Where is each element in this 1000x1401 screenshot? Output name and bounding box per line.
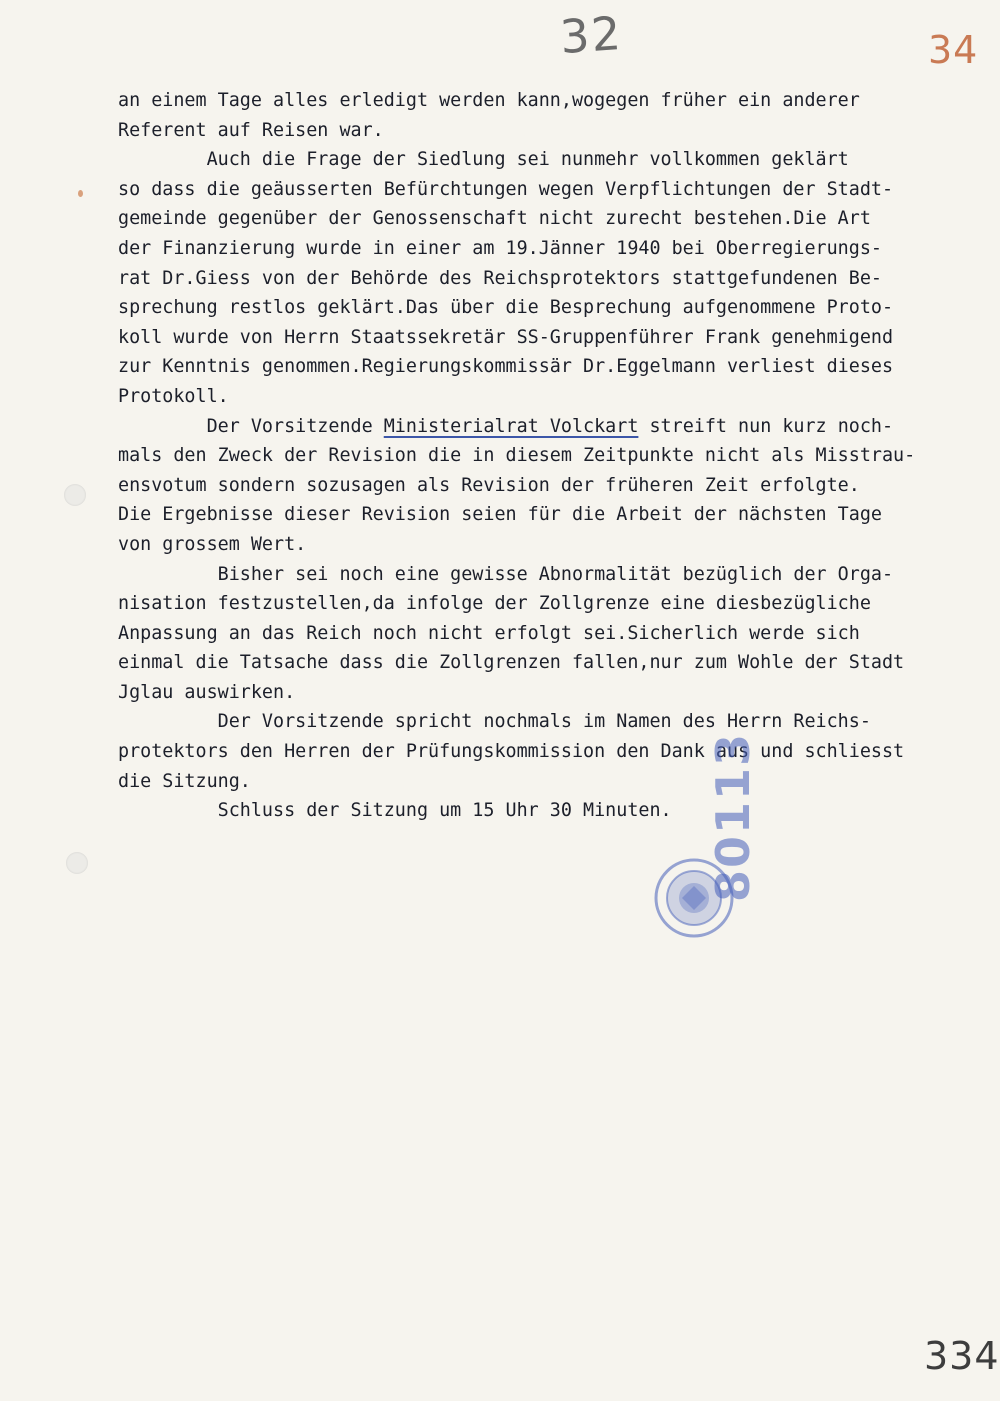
text-line [118,678,988,708]
text-segment: Protokoll. [118,385,229,407]
text-line [118,441,988,471]
text-segment: einmal die Tatsache dass die Zollgrenzen fallen,nur zum Wohle der Stadt [118,652,905,674]
text-segment: Bisher sei noch eine gewisse Abnormalität bezüglich der Orga- [118,563,894,585]
text-segment: sprechung restlos geklärt.Das über die Besprechung aufgenommene Proto- [118,297,894,319]
text-segment: an einem Tage alles erledigt werden kann,wogegen früher ein anderer [118,90,860,111]
text-segment: koll wurde von Herrn Staatssekretär SS-Gruppenführer Frank genehmigend [118,326,894,348]
text-segment: Anpassung an das Reich noch nicht erfolgt sei.Sicherlich werde sich [118,622,860,644]
text-segment: Der Vorsitzende spricht nochmals im Namen des Herrn Reichs- [118,711,871,733]
text-segment: der Finanzierung wurde in einer am 19.Jänner 1940 bei Oberregierungs- [118,237,882,259]
text-line [118,116,988,146]
text-segment: Referent auf Reisen war. [118,119,384,141]
handwritten-archive-number: 334 [924,1334,1000,1378]
text-segment: zur Kenntnis genommen.Regierungskommissär Dr.Eggelmann verliest dieses [118,356,894,378]
text-line [118,500,988,530]
text-line [118,648,988,678]
typed-body-text [118,86,988,826]
text-line [118,382,988,412]
text-line [118,767,988,797]
text-segment: Schluss der Sitzung um 15 Uhr 30 Minuten. [118,800,672,822]
text-line [118,264,988,294]
paper-speck [78,190,83,197]
text-line [118,145,988,175]
text-line [118,204,988,234]
text-line [118,86,988,116]
text-segment: rat Dr.Giess von der Behörde des Reichsprotektors stattgefundenen Be- [118,267,882,289]
punch-hole-upper [64,484,86,506]
text-line [118,323,988,353]
text-line [118,589,988,619]
text-line [118,619,988,649]
text-segment: streift nun kurz noch- [638,415,894,437]
text-segment: ensvotum sondern sozusagen als Revision der früheren Zeit erfolgte. [118,474,860,496]
text-line [118,352,988,382]
text-segment: Auch die Frage der Siedlung sei nunmehr vollkommen geklärt [118,149,849,171]
text-segment: so dass die geäusserten Befürchtungen wegen Verpflichtungen der Stadt- [118,178,894,200]
text-segment: die Sitzung. [118,770,251,792]
punch-hole-lower [66,852,88,874]
text-segment: gemeinde gegenüber der Genossenschaft nicht zurecht bestehen.Die Art [118,208,871,230]
text-line [118,471,988,501]
text-line [118,412,988,442]
text-line [118,175,988,205]
text-segment: Jglau auswirken. [118,681,296,703]
text-line [118,737,988,767]
text-line [118,530,988,560]
stamp-inventory-number: 80113 [706,731,760,902]
handwritten-page-number: 34 [928,28,979,72]
text-segment: Die Ergebnisse dieser Revision seien für die Arbeit der nächsten Tage [118,504,882,526]
underlined-name: Ministerialrat Volckart [383,415,639,437]
text-segment: protektors den Herren der Prüfungskommission den Dank aus und schliesst [118,741,905,763]
text-segment: von grossem Wert. [118,533,307,555]
text-line [118,707,988,737]
text-line [118,234,988,264]
handwritten-folio-number: 32 [558,5,625,65]
text-line [118,293,988,323]
text-segment: nisation festzustellen,da infolge der Zollgrenze eine diesbezügliche [118,593,871,615]
text-line [118,796,988,826]
text-line [118,560,988,590]
text-segment: mals den Zweck der Revision die in diesem Zeitpunkte nicht als Misstrau- [118,445,916,467]
text-segment: Der Vorsitzende [118,415,384,437]
